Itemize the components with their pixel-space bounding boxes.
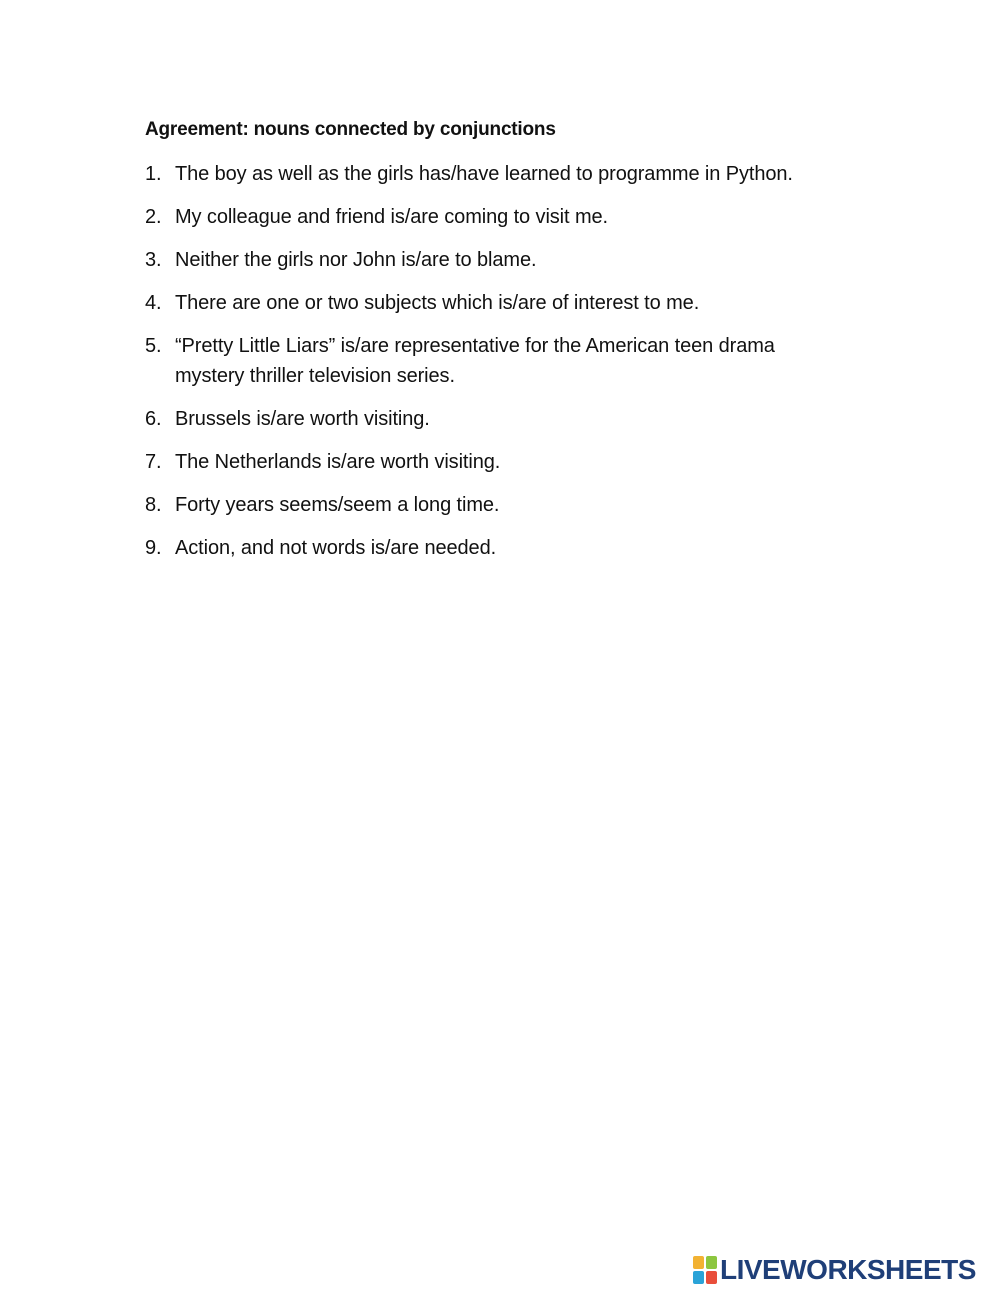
item-text: My colleague and friend is/are coming to visit me. [175, 206, 608, 228]
logo-text: LIVEWORKSHEETS [720, 1254, 976, 1285]
item-number: 7. [145, 451, 162, 473]
item-number: 4. [145, 292, 162, 314]
liveworksheets-logo[interactable] [693, 1253, 976, 1287]
item-text: There are one or two subjects which is/are of interest to me. [175, 292, 700, 314]
logo-square-icon [693, 1256, 704, 1269]
exercise-item [145, 331, 845, 391]
exercise-item [145, 202, 845, 232]
item-number: 2. [145, 206, 162, 228]
exercise-list [145, 159, 845, 563]
item-text: Action, and not words is/are needed. [175, 537, 497, 559]
worksheet [145, 116, 845, 576]
logo-square-icon [706, 1271, 717, 1284]
exercise-item [145, 490, 845, 520]
item-text: “Pretty Little Liars” is/are representative for the American teen drama mystery thriller television series. [175, 335, 775, 387]
exercise-item [145, 288, 845, 318]
exercise-item [145, 159, 845, 189]
item-number: 9. [145, 537, 162, 559]
item-text: The boy as well as the girls has/have learned to programme in Python. [175, 163, 793, 185]
item-number: 3. [145, 249, 162, 271]
item-text: Neither the girls nor John is/are to blame. [175, 249, 537, 271]
item-number: 8. [145, 494, 162, 516]
item-number: 1. [145, 163, 162, 185]
exercise-item [145, 447, 845, 477]
item-number: 6. [145, 408, 162, 430]
item-number: 5. [145, 335, 162, 357]
exercise-item [145, 533, 845, 563]
item-text: The Netherlands is/are worth visiting. [175, 451, 501, 473]
logo-square-icon [706, 1256, 717, 1269]
exercise-item [145, 404, 845, 434]
worksheet-title: Agreement: nouns connected by conjunctions [145, 119, 556, 140]
logo-square-icon [693, 1271, 704, 1284]
item-text: Brussels is/are worth visiting. [175, 408, 430, 430]
exercise-item [145, 245, 845, 275]
item-text: Forty years seems/seem a long time. [175, 494, 500, 516]
liveworksheets-logo-icon [693, 1256, 717, 1284]
